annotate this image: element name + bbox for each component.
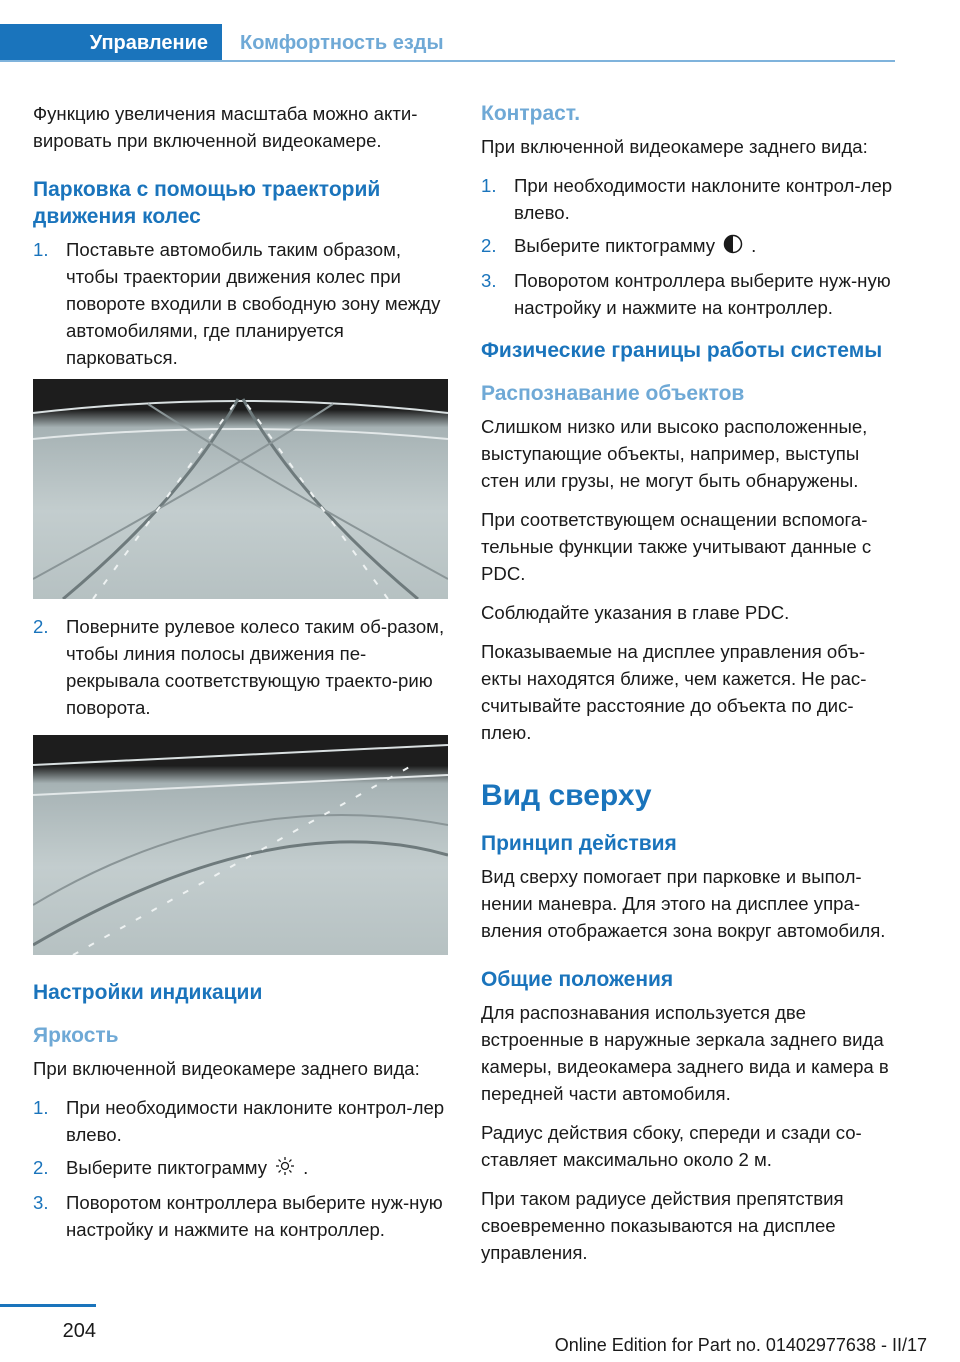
list-item: 1. Поставьте автомобиль таким образом, чтобы траектории движения колес при повороте входили в свободную зону между автомобилями, где планируется парковаться. <box>33 239 441 368</box>
camera-view-image-1 <box>33 379 448 599</box>
parking-steps <box>33 236 448 371</box>
right-column <box>481 100 896 1278</box>
parking-heading: Парковка с помощью траекторий движения колес <box>33 178 381 228</box>
list-item: 1. При необходимости наклоните контрол‐лер влево. <box>481 175 893 223</box>
page-number: 204 <box>62 1320 96 1342</box>
list-item: 3. Поворотом контроллера выберите нуж‐ную настройку и нажмите на контроллер. <box>33 1191 443 1240</box>
left-column <box>33 100 448 1249</box>
list-item: 2. Поверните рулевое колесо таким об‐разом, чтобы линия полосы движения пе‐рекрывала соответствующую траекто‐рию поворота. <box>33 616 445 718</box>
contrast-heading: Контраст. <box>481 102 581 125</box>
objects-paragraph-3: Соблюдайте указания в главе PDC. <box>481 601 790 623</box>
tab-driving-comfort: Комфортность езды <box>240 32 444 54</box>
list-item: 3. Поворотом контроллера выберите нуж‐ную настройку и нажмите на контроллер. <box>481 269 891 318</box>
intro-paragraph: Функцию увеличения масштаба можно акти‐вировать при включенной видеокамере. <box>33 103 418 151</box>
camera-view-image-2 <box>33 735 448 955</box>
system-limits-heading: Физические границы работы системы <box>481 338 883 362</box>
edition-note: Online Edition for Part no. 01402977638 - II/17 <box>554 1335 927 1355</box>
objects-paragraph-4: Показываемые на дисплее управления объ‐екты находятся ближе, чем кажется. Не рас‐считывайте расстояние до объекта по дис‐плею. <box>481 640 867 743</box>
tab-control: Управление <box>0 24 222 62</box>
contrast-intro: При включенной видеокамере заднего вида: <box>481 136 868 157</box>
list-item: 2. Выберите пиктограмму . <box>33 1154 448 1183</box>
top-view-heading: Вид сверху <box>481 778 652 812</box>
page-header <box>0 0 960 66</box>
brightness-intro: При включенной видеокамере заднего вида: <box>33 1058 420 1079</box>
principle-paragraph: Вид сверху помогает при парковке и выпол‐нении маневра. Для этого на дисплее упра‐вления отображается зона вокруг автомобиля. <box>481 865 886 941</box>
display-settings-heading: Настройки индикации <box>33 981 263 1004</box>
general-paragraph-1: Для распознавания используется две встроенные в наружные зеркала заднего вида камеры, видеокамера заднего вида и камера в передней части автомобиля. <box>481 1001 889 1104</box>
general-paragraph-3: При таком радиусе действия препятствия своевременно показываются на дисплее управления. <box>481 1187 844 1263</box>
objects-paragraph-2: При соответствующем оснащении вспомога‐тельные функции также учитывают данные с PDC. <box>481 508 872 584</box>
general-paragraph-2: Радиус действия сбоку, спереди и сзади со‐ставляет максимально около 2 м. <box>481 1121 862 1170</box>
general-heading: Общие положения <box>481 967 674 991</box>
camera-view-illustration-2 <box>33 735 448 955</box>
camera-view-illustration-1 <box>33 379 448 599</box>
objects-paragraph-1: Слишком низко или высоко расположенные, выступающие объекты, например, выступы стен или грузы, не могут быть обнаружены. <box>481 415 868 491</box>
list-item: 2. Выберите пиктограмму . <box>481 232 896 261</box>
contrast-steps <box>481 172 896 321</box>
brightness-heading: Яркость <box>33 1024 119 1047</box>
brightness-steps <box>33 1094 448 1243</box>
parking-steps-continued <box>33 613 448 721</box>
contrast-icon <box>723 234 743 261</box>
header-divider <box>0 60 895 62</box>
principle-heading: Принцип действия <box>481 831 677 855</box>
sun-icon <box>275 1156 295 1183</box>
object-detection-heading: Распознавание объектов <box>481 381 745 405</box>
footer-divider <box>0 1304 96 1307</box>
list-item: 1. При необходимости наклоните контрол‐лер влево. <box>33 1097 445 1145</box>
